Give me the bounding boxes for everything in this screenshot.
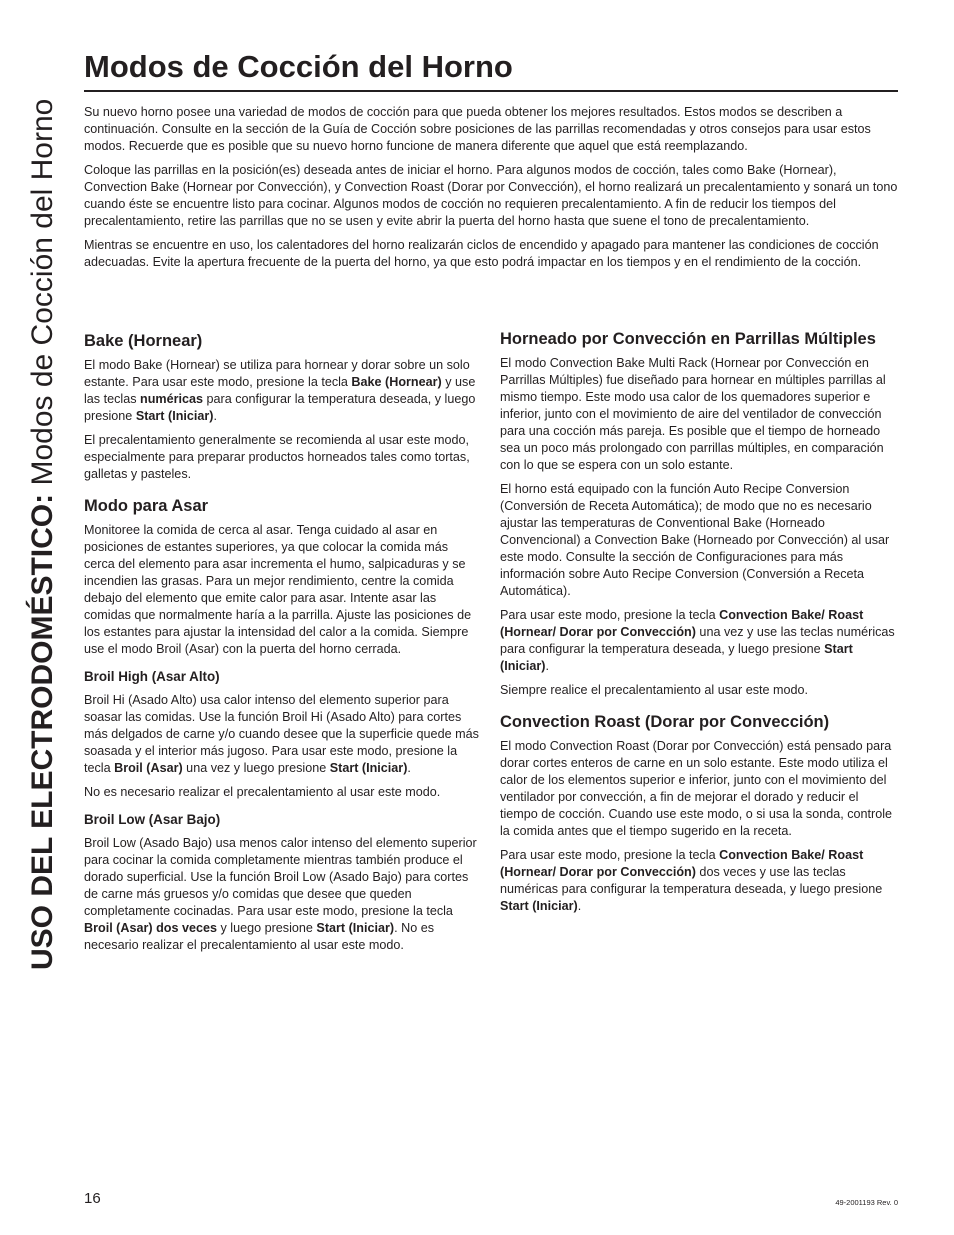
intro-section: [84, 104, 898, 278]
page-number: 16: [84, 1190, 101, 1207]
bake-paragraph: El modo Bake (Hornear) se utiliza para hornear y dorar sobre un solo estante. Para usar este modo, presione la tecla Bake (Hornear) y use las teclas numéricas para configurar la temperatura deseada, y luego presione Start (Iniciar).: [84, 358, 476, 423]
intro-paragraph: Coloque las parrillas en la posición(es) deseada antes de iniciar el horno. Para algunos modos de cocción, tales como Bake (Hornear), Convection Bake (Hornear por Convección), y Convection Roast (Dorar por Convección), el horno realizará un precalentamiento y sonará un tono cuando éste se encuentre listo para cocinar. Algunos modos de cocción no requieren precalentamiento. A fin de reducir los tiempos del precalentamiento, retire las parrillas que no se usen y evite abrir la puerta del horno hasta que suene el tono de precalentamiento.: [84, 163, 898, 228]
left-column: [84, 330, 482, 961]
broil-high-note: No es necesario realizar el precalentamiento al usar este modo.: [84, 785, 441, 799]
multi-rack-usage-paragraph: Para usar este modo, presione la tecla Convection Bake/ Roast (Hornear/ Dorar por Convección) una vez y use las teclas numéricas para configurar la temperatura deseada, y luego presione Start (Iniciar).: [500, 608, 895, 673]
broil-heading: Modo para Asar: [84, 497, 209, 515]
broil-high-heading: Broil High (Asar Alto): [84, 669, 220, 684]
multi-rack-preheat-note: Siempre realice el precalentamiento al usar este modo.: [500, 683, 809, 697]
multi-rack-paragraph: El modo Convection Bake Multi Rack (Hornear por Convección en Parrillas Múltiples) fue diseñado para hornear en múltiples parrillas al mismo tiempo. Este modo usa calor de los quemadores superior e inferior, junto con el movimiento de aire del ventilador de convección para una cocción más pareja. Es posible que el tiempo de horneado sea un poco más prolongado con parrillas múltiples, en comparación con lo que se espera con un solo estante.: [500, 356, 886, 472]
page-title: Modos de Cocción del Horno: [84, 49, 513, 84]
convection-roast-usage-paragraph: Para usar este modo, presione la tecla Convection Bake/ Roast (Hornear/ Dorar por Convección) dos veces y use las teclas numéricas para configurar la temperatura deseada, y luego presione Start (Iniciar).: [500, 848, 883, 913]
bake-preheat-paragraph: El precalentamiento generalmente se recomienda al usar este modo, especialmente para preparar productos horneados tales como tortas, galletas y pasteles.: [84, 433, 470, 481]
convection-roast-paragraph: El modo Convection Roast (Dorar por Convección) está pensado para dorar cortes enteros de carne en un solo estante. Este modo utiliza el calor de los elementos superior e inferior, junto con el movimiento del ventilador por convección, a fin de mejorar el dorado y reducir el tiempo de cocción. Cuando use este modo, o si usa la sonda, controle la comida antes que el tiempo sugerido en la receta.: [500, 739, 893, 838]
document-code: 49-2001193 Rev. 0: [835, 1198, 898, 1207]
right-column: [500, 328, 898, 922]
title-divider: [84, 90, 898, 92]
intro-paragraph: Mientras se encuentre en uso, los calentadores del horno realizarán ciclos de encendido y apagado para mantener las condiciones de cocción adecuadas. Evite la apertura frecuente de la puerta del horno, ya que esto podrá impactar en los tiempos y en el rendimiento de la cocción.: [84, 238, 879, 269]
broil-high-paragraph: Broil Hi (Asado Alto) usa calor intenso del elemento superior para soasar las comidas. Use la función Broil Hi (Asado Alto) para cortes más delgados de carne y/o cuando desee que la superficie quede más soasada y el interior más jugoso. Para usar este modo, presione la tecla Broil (Asar) una vez y luego presione Start (Iniciar).: [84, 693, 479, 775]
convection-roast-heading: Convection Roast (Dorar por Convección): [500, 713, 830, 731]
side-section-title: [25, 40, 61, 970]
broil-low-heading: Broil Low (Asar Bajo): [84, 812, 221, 827]
bake-heading: Bake (Hornear): [84, 332, 203, 350]
broil-paragraph: Monitoree la comida de cerca al asar. Tenga cuidado al asar en posiciones de estantes superiores, ya que colocar la comida más cerca del elemento para asar incrementa el humo, salpicaduras y se incendien las grasas. Para un mejor rendimiento, centre la comida debajo del elemento que emite calor para asar. Intente asar las comidas que normalmente haría a la parrilla. Ajuste las posiciones de los estantes para ajustar la intensidad del calor a la comida. Siempre use el modo Broil (Asar) con la puerta del horno cerrada.: [84, 523, 472, 656]
side-title-light: Modos de Cocción del Horno: [26, 98, 59, 494]
side-title-strong: USO DEL ELECTRODOMÉSTICO:: [26, 493, 59, 970]
auto-recipe-paragraph: El horno está equipado con la función Auto Recipe Conversion (Conversión de Receta Automática); de modo que no es necesario ajustar las temperaturas de Conventional Bake (Horneado Convencional) a Convection Bake (Horneado por Convección) al usar este modo. Consulte la sección de Configuraciones para más información sobre Auto Recipe Conversion (Conversión a Receta Automática).: [500, 482, 890, 598]
broil-low-paragraph: Broil Low (Asado Bajo) usa menos calor intenso del elemento superior para cocinar la comida completamente mientras también produce el dorado superficial. Use la función Broil Low (Asado Bajo) para cortes de carne más gruesos y/o comidas que desee que queden completamente cocinadas. Para usar este modo, presione la tecla Broil (Asar) dos veces y luego presione Start (Iniciar). No es necesario realizar el precalentamiento al usar este modo.: [84, 836, 477, 952]
intro-paragraph: Su nuevo horno posee una variedad de modos de cocción para que pueda obtener los mejores resultados. Estos modos se describen a continuación. Consulte en la sección de la Guía de Cocción sobre posiciones de las parrillas recomendadas y otros consejos para usar estos modos. Recuerde que es posible que su nuevo horno funcione de manera diferente que aquel que está reemplazando.: [84, 105, 871, 153]
multi-rack-heading: Horneado por Convección en Parrillas Múltiples: [500, 330, 876, 348]
